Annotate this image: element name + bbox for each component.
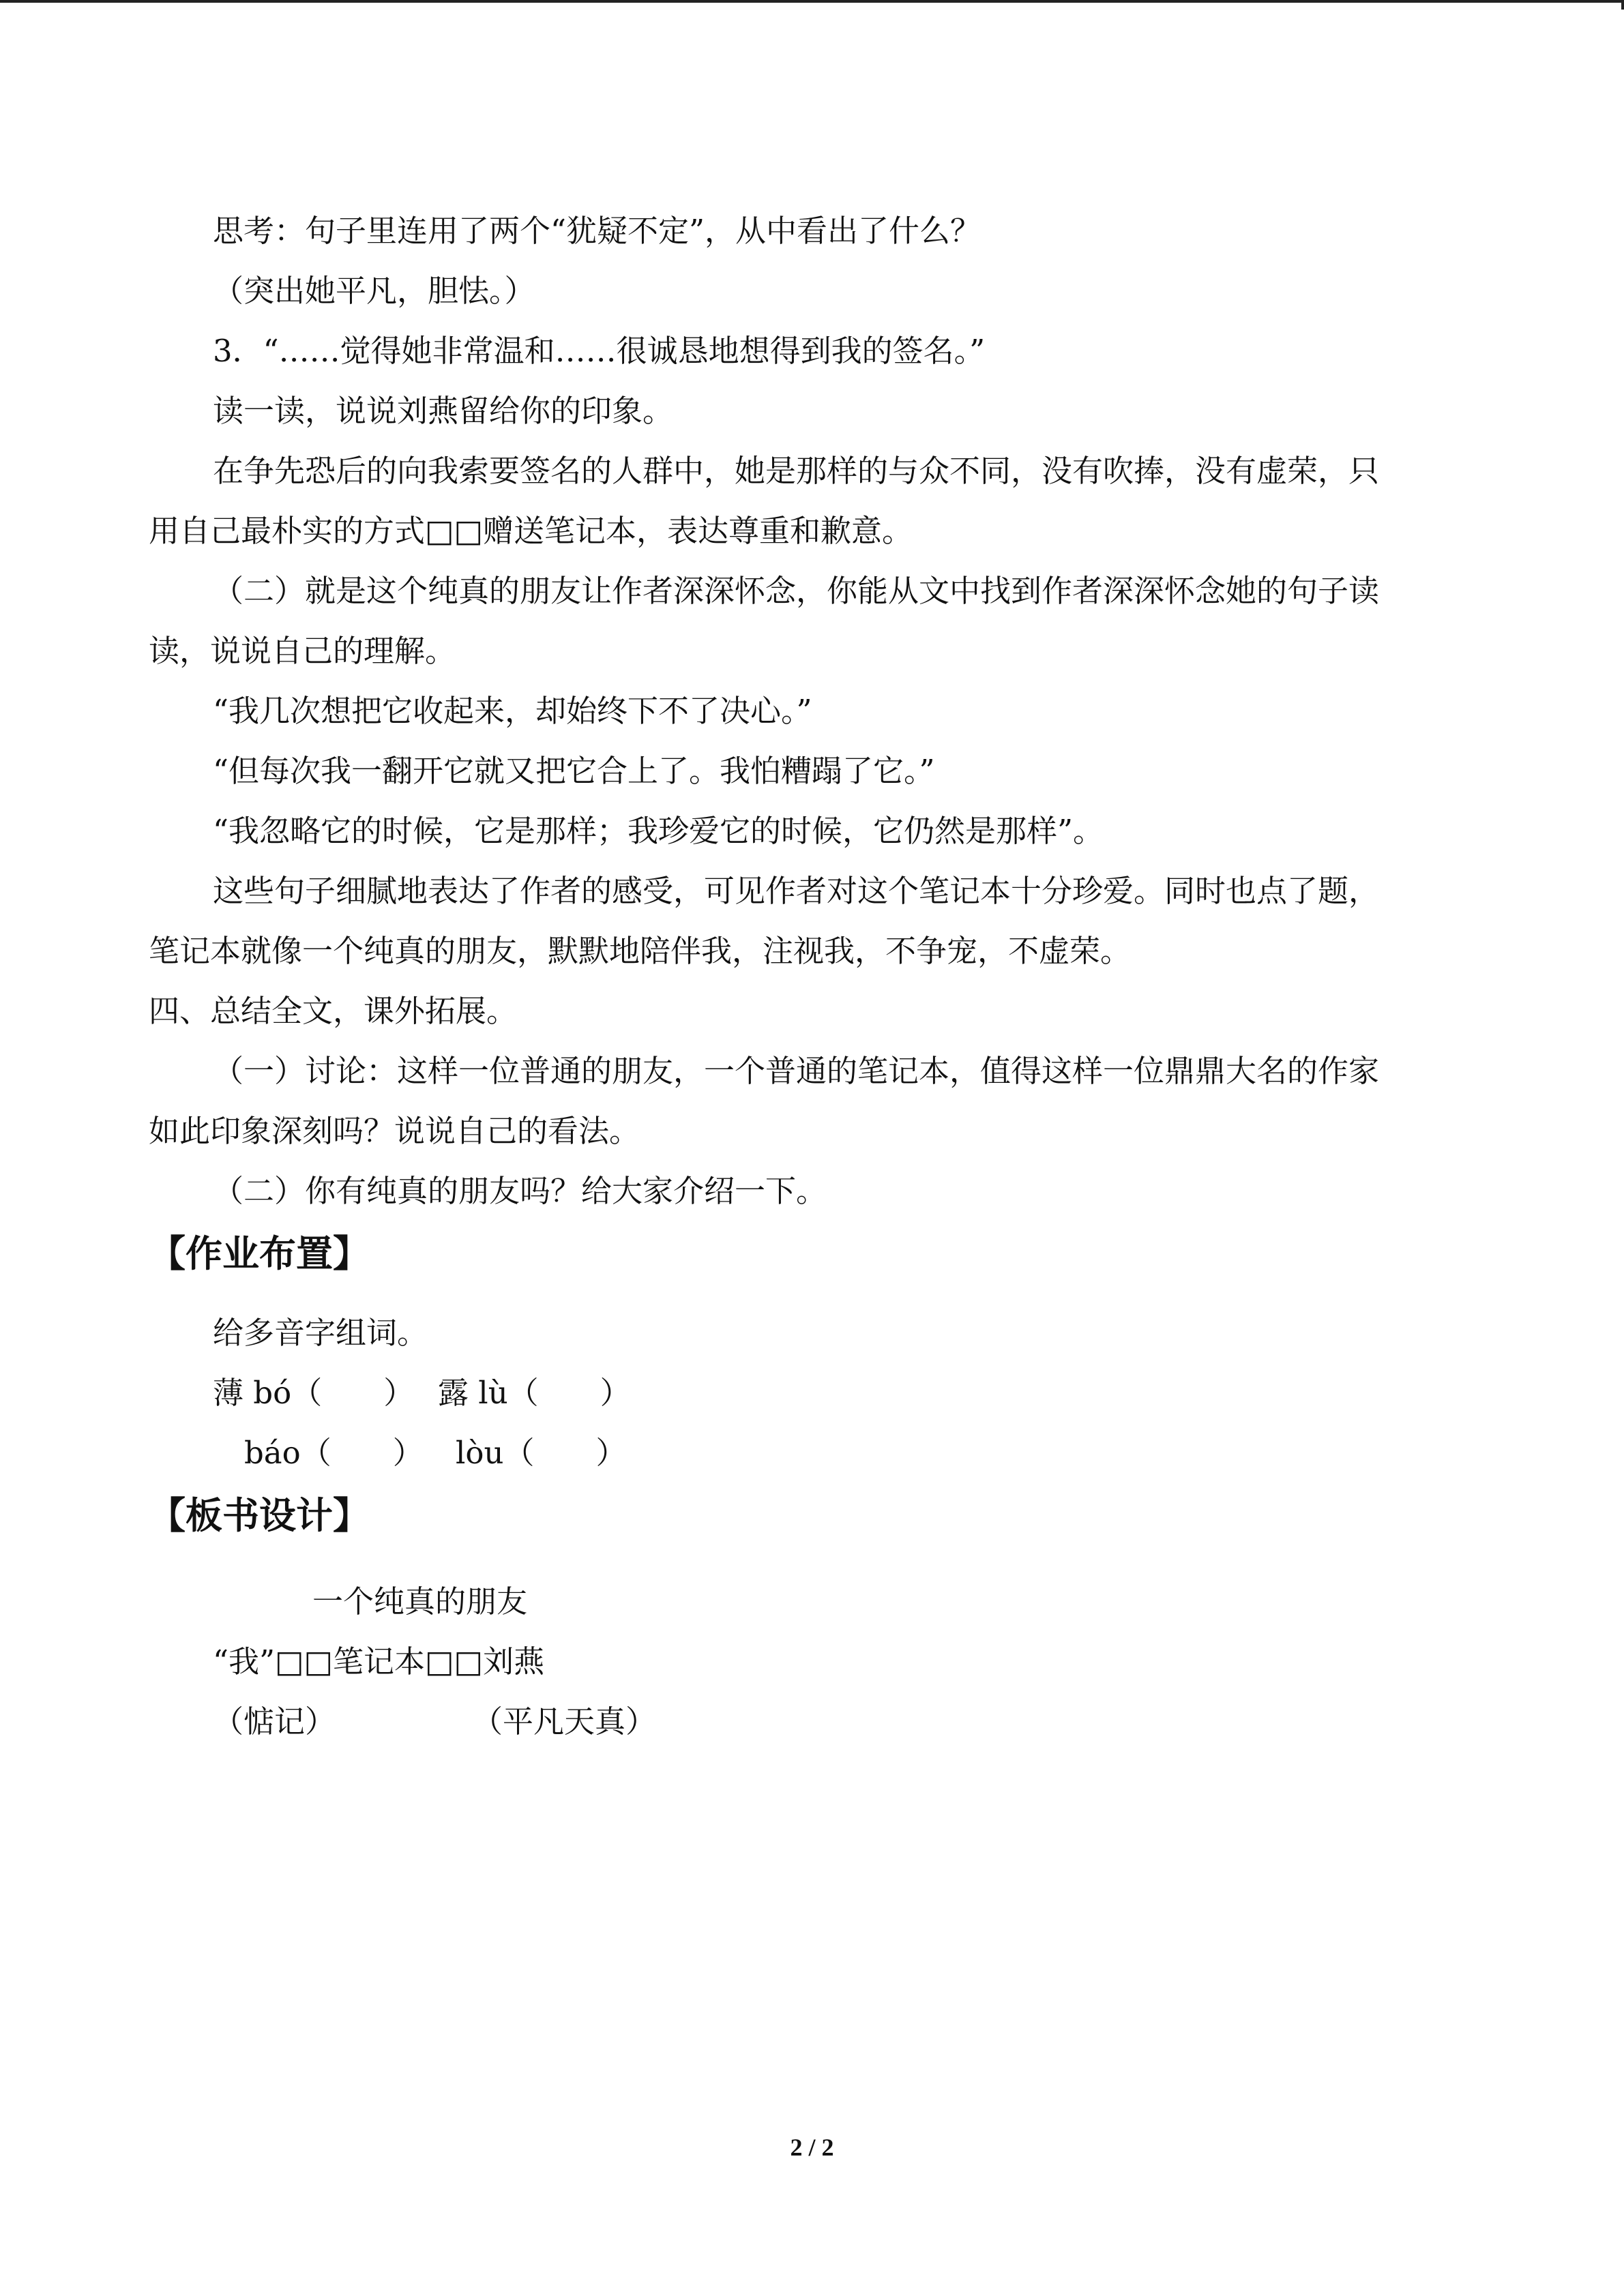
spacer <box>149 1549 1458 1572</box>
quote-line: “我几次想把它收起来，却始终下不了决心。” <box>213 693 812 729</box>
paragraph-line: 笔记本就像一个纯真的朋友，默默地陪伴我，注视我，不争宠，不虚荣。 <box>149 933 1132 969</box>
section-title: 四、总结全文，课外拓展。 <box>149 993 518 1029</box>
homework-item: 薄 bó（ ） <box>213 1375 415 1411</box>
quote-line: “但每次我一翻开它就又把它合上了。我怕糟蹋了它。” <box>213 753 935 789</box>
paragraph-line: 读，说说自己的理解。 <box>149 633 456 669</box>
top-border-line <box>0 0 1624 3</box>
homework-item: lòu（ ） <box>456 1435 627 1471</box>
homework-row <box>149 1363 1458 1423</box>
board-labels <box>149 1692 1458 1752</box>
quote-line: “我忽略它的时候，它是那样；我珍爱它的时候，它仍然是那样”。 <box>213 813 1104 849</box>
homework-instruction: 给多音字组词。 <box>213 1315 428 1351</box>
paragraph-line: （突出她平凡，胆怯。） <box>213 273 535 309</box>
document-body <box>149 201 1458 1752</box>
paragraph-line: （二）就是这个纯真的朋友让作者深深怀念，你能从文中找到作者深深怀念她的句子读 <box>213 573 1380 609</box>
paragraph-line: 3．“……觉得她非常温和……很诚恳地想得到我的签名。” <box>213 333 986 369</box>
homework-item: báo（ ） <box>244 1435 424 1471</box>
paragraph-line: 如此印象深刻吗？说说自己的看法。 <box>149 1113 640 1149</box>
paragraph-line: 用自己最朴实的方式□□赠送笔记本，表达尊重和歉意。 <box>149 513 913 549</box>
paragraph-line: 思考：句子里连用了两个“犹疑不定”，从中看出了什么？ <box>213 213 981 249</box>
homework-heading: 【作业布置】 <box>149 1232 370 1275</box>
page-number: 2 / 2 <box>790 2134 834 2161</box>
spacer <box>149 1287 1458 1303</box>
paragraph-line: 在争先恐后的向我索要签名的人群中，她是那样的与众不同，没有吹捧，没有虚荣，只 <box>213 453 1380 489</box>
paragraph-line: （一）讨论：这样一位普通的朋友，一个普通的笔记本，值得这样一位鼎鼎大名的作家 <box>213 1053 1380 1089</box>
homework-item: 露 lù（ ） <box>438 1375 631 1411</box>
homework-row <box>149 1423 1458 1483</box>
paragraph-line: 这些句子细腻地表达了作者的感受，可见作者对这个笔记本十分珍爱。同时也点了题， <box>213 873 1380 909</box>
board-line: “我”□□笔记本□□刘燕 <box>213 1643 545 1680</box>
board-label: （平凡天真） <box>472 1703 657 1740</box>
board-heading: 【板书设计】 <box>149 1494 370 1537</box>
board-title: 一个纯真的朋友 <box>312 1583 528 1620</box>
corner-mark <box>1621 0 1624 10</box>
board-label: （惦记） <box>213 1703 336 1740</box>
paragraph-line: 读一读，说说刘燕留给你的印象。 <box>213 393 674 429</box>
paragraph-line: （二）你有纯真的朋友吗？给大家介绍一下。 <box>213 1173 827 1209</box>
